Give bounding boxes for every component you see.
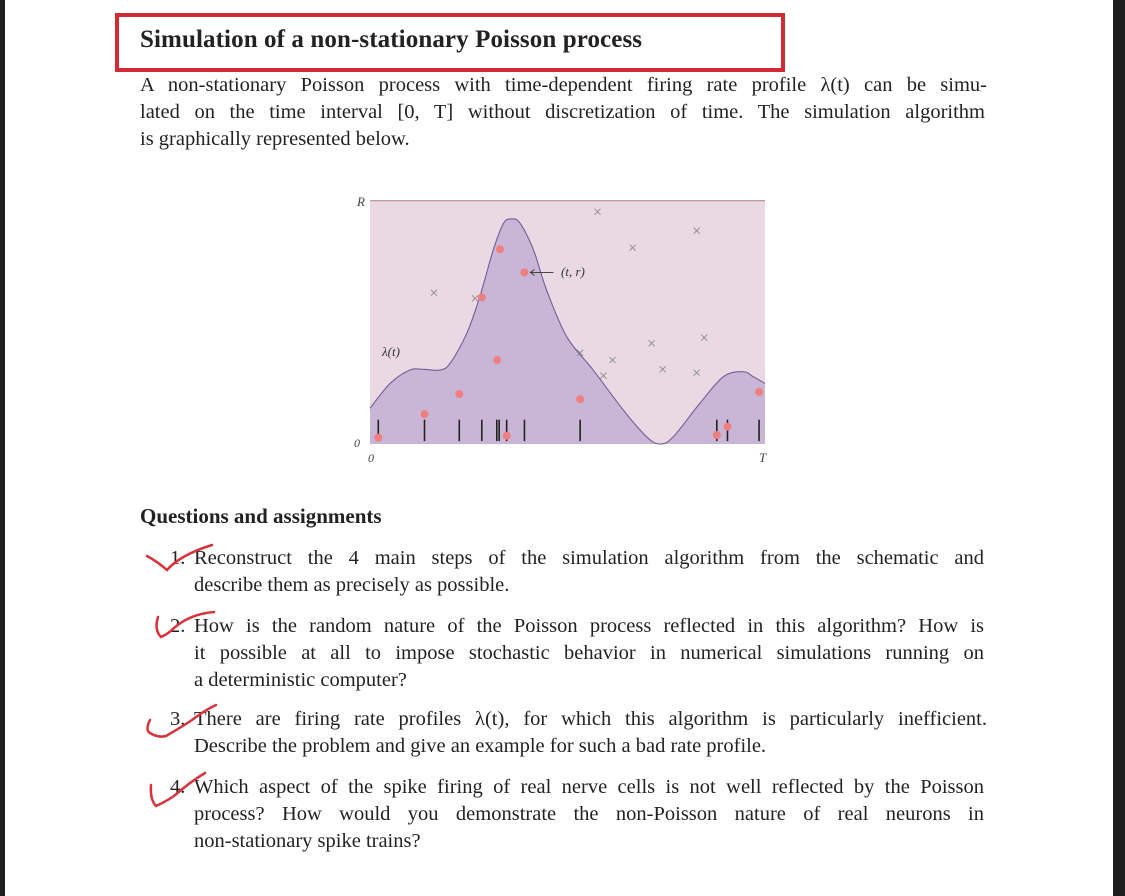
question-number: 3. (170, 708, 186, 730)
check-mark-icon (147, 545, 212, 570)
question-1-line: describe them as precisely as possible. (194, 574, 510, 596)
question-3-line: Describe the problem and give an example for such a bad rate profile. (194, 735, 767, 757)
question-4-line: non-stationary spike trains? (194, 830, 421, 852)
x-start-label: 0 (368, 451, 374, 465)
intro-line: lated on the time interval [0, T] without discretization of time. The simulation algorithm (140, 101, 985, 123)
question-2-line: a deterministic computer? (194, 669, 407, 691)
y-top-label: R (357, 194, 365, 209)
question-number: 2. (170, 615, 186, 637)
check-mark-icon (157, 612, 214, 637)
question-number: 4. (170, 776, 186, 798)
questions-heading: Questions and assignments (140, 504, 382, 528)
question-4-line: Which aspect of the spike firing of real nerve cells is not well reflected by the Poisson (194, 776, 984, 798)
question-4-line: process? How would you demonstrate the non-Poisson nature of real neurons in (194, 803, 984, 825)
question-1-line: Reconstruct the 4 main steps of the simulation algorithm from the schematic and (194, 547, 984, 569)
check-mark-icon (148, 705, 217, 737)
question-number: 1. (170, 547, 186, 569)
question-3-line: There are firing rate profiles λ(t), for which this algorithm is particularly inefficient. (194, 708, 987, 730)
annotation-label: (t, r) (561, 264, 585, 279)
intro-line: A non-stationary Poisson process with time-dependent firing rate profile λ(t) can be simu- (140, 74, 987, 96)
x-end-label: T (759, 450, 767, 465)
intro-line: is graphically represented below. (140, 128, 410, 150)
question-2-line: How is the random nature of the Poisson process reflected in this algorithm? How is (194, 615, 984, 637)
question-2-line: it possible at all to impose stochastic behavior in numerical simulations running on (194, 642, 984, 664)
check-mark-icon (151, 773, 205, 806)
y-zero-label: 0 (354, 436, 360, 450)
curve-label: λ(t) (382, 344, 400, 359)
page-title: Simulation of a non-stationary Poisson process (140, 26, 643, 53)
